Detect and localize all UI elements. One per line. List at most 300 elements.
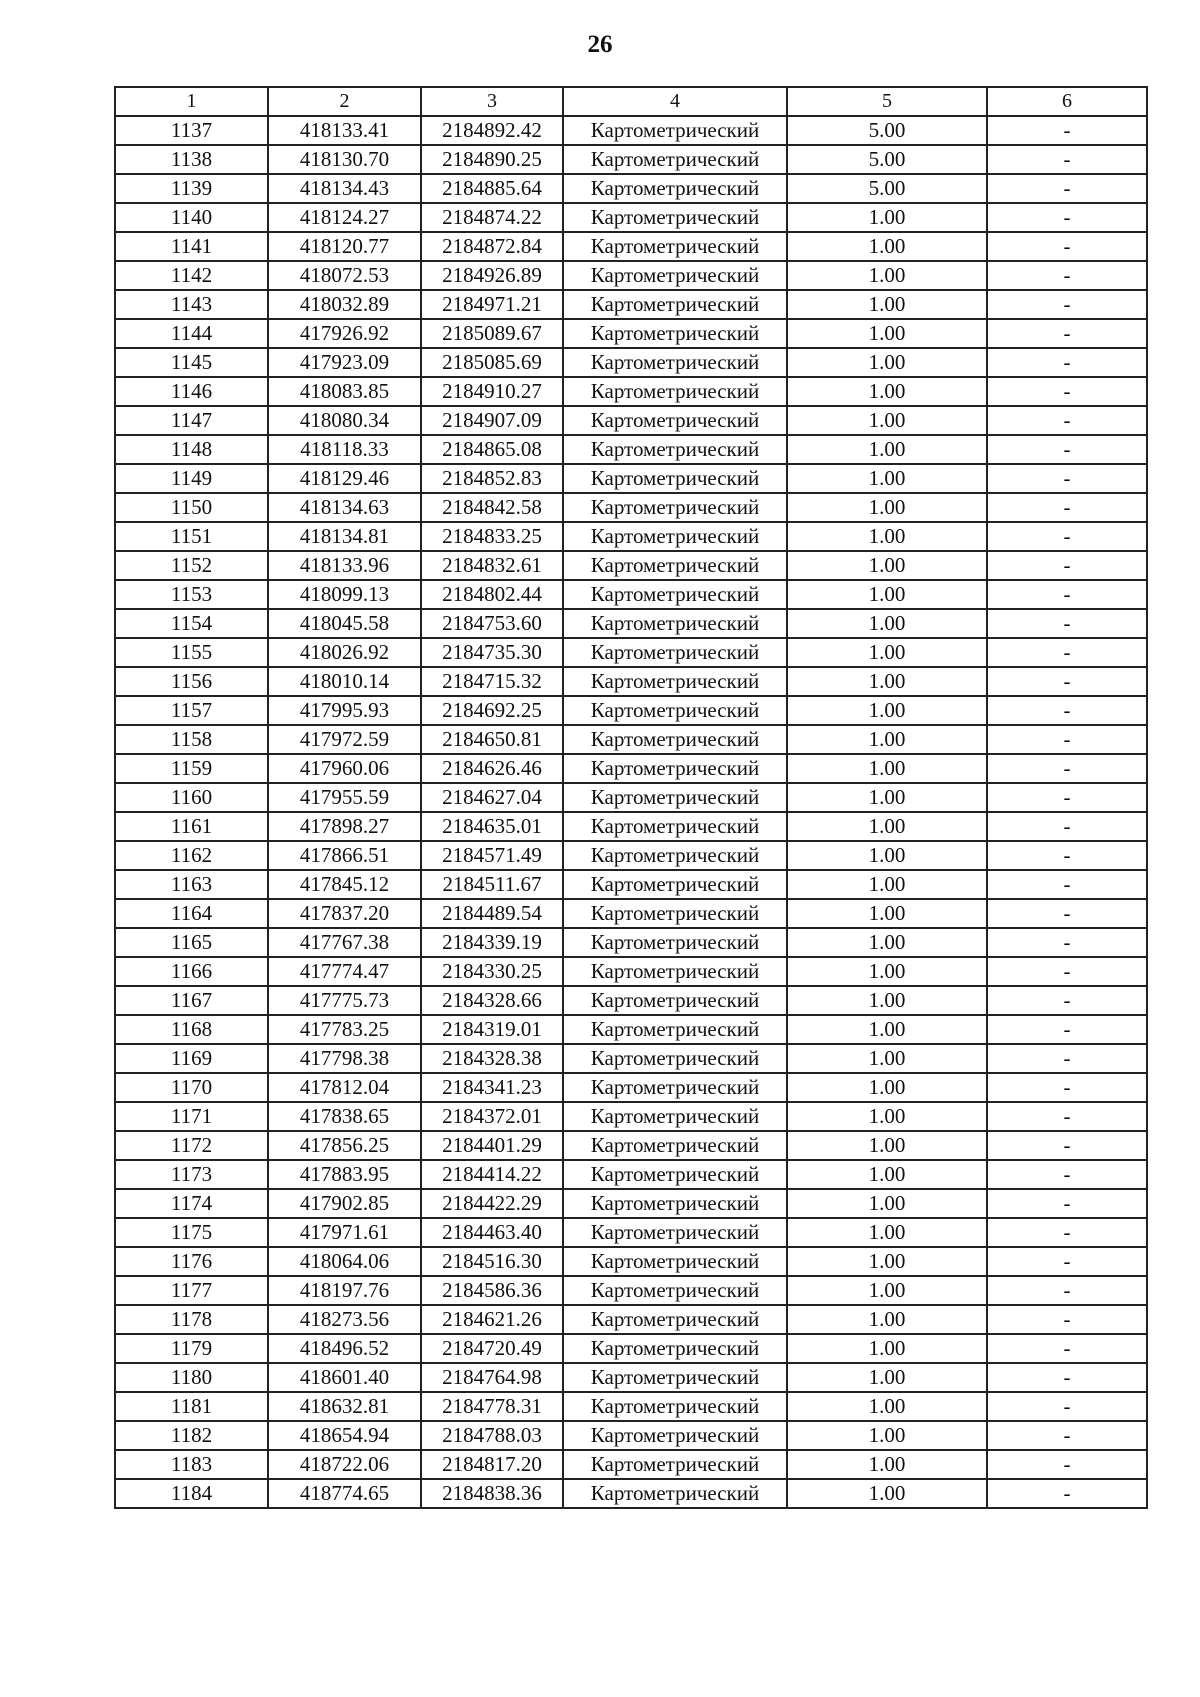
accuracy-cell: 1.00 (787, 638, 987, 667)
column-header-1: 1 (115, 87, 268, 116)
y-coordinate-cell: 2184833.25 (421, 522, 563, 551)
method-cell: Картометрический (563, 406, 787, 435)
description-cell: - (987, 870, 1147, 899)
accuracy-cell: 1.00 (787, 725, 987, 754)
point-number-cell: 1171 (115, 1102, 268, 1131)
accuracy-cell: 1.00 (787, 957, 987, 986)
accuracy-cell: 5.00 (787, 145, 987, 174)
y-coordinate-cell: 2184852.83 (421, 464, 563, 493)
method-cell: Картометрический (563, 812, 787, 841)
y-coordinate-cell: 2184753.60 (421, 609, 563, 638)
method-cell: Картометрический (563, 116, 787, 145)
x-coordinate-cell: 418099.13 (268, 580, 421, 609)
method-cell: Картометрический (563, 1392, 787, 1421)
method-cell: Картометрический (563, 1421, 787, 1450)
point-number-cell: 1165 (115, 928, 268, 957)
y-coordinate-cell: 2184330.25 (421, 957, 563, 986)
y-coordinate-cell: 2184971.21 (421, 290, 563, 319)
table-row (115, 899, 1147, 928)
point-number-cell: 1140 (115, 203, 268, 232)
description-cell: - (987, 464, 1147, 493)
accuracy-cell: 1.00 (787, 551, 987, 580)
accuracy-cell: 1.00 (787, 1305, 987, 1334)
point-number-cell: 1158 (115, 725, 268, 754)
x-coordinate-cell: 418134.43 (268, 174, 421, 203)
description-cell: - (987, 1160, 1147, 1189)
table-row (115, 1363, 1147, 1392)
accuracy-cell: 1.00 (787, 696, 987, 725)
table-row (115, 435, 1147, 464)
table-row (115, 464, 1147, 493)
accuracy-cell: 1.00 (787, 290, 987, 319)
point-number-cell: 1139 (115, 174, 268, 203)
method-cell: Картометрический (563, 638, 787, 667)
y-coordinate-cell: 2184872.84 (421, 232, 563, 261)
x-coordinate-cell: 418722.06 (268, 1450, 421, 1479)
table-row (115, 1073, 1147, 1102)
accuracy-cell: 1.00 (787, 1363, 987, 1392)
method-cell: Картометрический (563, 899, 787, 928)
point-number-cell: 1138 (115, 145, 268, 174)
description-cell: - (987, 783, 1147, 812)
accuracy-cell: 1.00 (787, 319, 987, 348)
point-number-cell: 1148 (115, 435, 268, 464)
description-cell: - (987, 609, 1147, 638)
x-coordinate-cell: 418197.76 (268, 1276, 421, 1305)
y-coordinate-cell: 2184788.03 (421, 1421, 563, 1450)
table-row (115, 522, 1147, 551)
accuracy-cell: 1.00 (787, 1189, 987, 1218)
method-cell: Картометрический (563, 290, 787, 319)
description-cell: - (987, 841, 1147, 870)
column-header-6: 6 (987, 87, 1147, 116)
x-coordinate-cell: 417960.06 (268, 754, 421, 783)
table-row (115, 1334, 1147, 1363)
y-coordinate-cell: 2184838.36 (421, 1479, 563, 1508)
point-number-cell: 1177 (115, 1276, 268, 1305)
point-number-cell: 1174 (115, 1189, 268, 1218)
method-cell: Картометрический (563, 464, 787, 493)
method-cell: Картометрический (563, 783, 787, 812)
x-coordinate-cell: 417926.92 (268, 319, 421, 348)
point-number-cell: 1181 (115, 1392, 268, 1421)
x-coordinate-cell: 417923.09 (268, 348, 421, 377)
method-cell: Картометрический (563, 377, 787, 406)
accuracy-cell: 1.00 (787, 1160, 987, 1189)
y-coordinate-cell: 2184319.01 (421, 1015, 563, 1044)
x-coordinate-cell: 418632.81 (268, 1392, 421, 1421)
method-cell: Картометрический (563, 1247, 787, 1276)
method-cell: Картометрический (563, 725, 787, 754)
table-row (115, 551, 1147, 580)
x-coordinate-cell: 417838.65 (268, 1102, 421, 1131)
table-row (115, 696, 1147, 725)
y-coordinate-cell: 2184735.30 (421, 638, 563, 667)
x-coordinate-cell: 418601.40 (268, 1363, 421, 1392)
description-cell: - (987, 928, 1147, 957)
y-coordinate-cell: 2184874.22 (421, 203, 563, 232)
table-row (115, 957, 1147, 986)
point-number-cell: 1172 (115, 1131, 268, 1160)
point-number-cell: 1141 (115, 232, 268, 261)
accuracy-cell: 1.00 (787, 812, 987, 841)
accuracy-cell: 1.00 (787, 928, 987, 957)
y-coordinate-cell: 2184650.81 (421, 725, 563, 754)
table-row (115, 1015, 1147, 1044)
method-cell: Картометрический (563, 1334, 787, 1363)
y-coordinate-cell: 2184511.67 (421, 870, 563, 899)
y-coordinate-cell: 2184778.31 (421, 1392, 563, 1421)
table-row (115, 290, 1147, 319)
accuracy-cell: 1.00 (787, 841, 987, 870)
method-cell: Картометрический (563, 348, 787, 377)
table-row (115, 1421, 1147, 1450)
description-cell: - (987, 667, 1147, 696)
y-coordinate-cell: 2184401.29 (421, 1131, 563, 1160)
description-cell: - (987, 406, 1147, 435)
x-coordinate-cell: 417775.73 (268, 986, 421, 1015)
method-cell: Картометрический (563, 551, 787, 580)
accuracy-cell: 1.00 (787, 1392, 987, 1421)
table-row (115, 928, 1147, 957)
accuracy-cell: 1.00 (787, 1015, 987, 1044)
x-coordinate-cell: 418130.70 (268, 145, 421, 174)
point-number-cell: 1180 (115, 1363, 268, 1392)
x-coordinate-cell: 417856.25 (268, 1131, 421, 1160)
description-cell: - (987, 899, 1147, 928)
point-number-cell: 1153 (115, 580, 268, 609)
description-cell: - (987, 1247, 1147, 1276)
method-cell: Картометрический (563, 1479, 787, 1508)
method-cell: Картометрический (563, 203, 787, 232)
table-row (115, 841, 1147, 870)
accuracy-cell: 1.00 (787, 899, 987, 928)
description-cell: - (987, 174, 1147, 203)
description-cell: - (987, 551, 1147, 580)
y-coordinate-cell: 2184635.01 (421, 812, 563, 841)
table-row (115, 783, 1147, 812)
accuracy-cell: 1.00 (787, 754, 987, 783)
point-number-cell: 1162 (115, 841, 268, 870)
method-cell: Картометрический (563, 1044, 787, 1073)
y-coordinate-cell: 2185085.69 (421, 348, 563, 377)
table-row (115, 116, 1147, 145)
method-cell: Картометрический (563, 957, 787, 986)
method-cell: Картометрический (563, 261, 787, 290)
table-row (115, 667, 1147, 696)
table-row (115, 203, 1147, 232)
accuracy-cell: 1.00 (787, 377, 987, 406)
accuracy-cell: 1.00 (787, 1218, 987, 1247)
point-number-cell: 1147 (115, 406, 268, 435)
method-cell: Картометрический (563, 1218, 787, 1247)
x-coordinate-cell: 417783.25 (268, 1015, 421, 1044)
description-cell: - (987, 1189, 1147, 1218)
accuracy-cell: 1.00 (787, 232, 987, 261)
y-coordinate-cell: 2184328.66 (421, 986, 563, 1015)
description-cell: - (987, 1392, 1147, 1421)
method-cell: Картометрический (563, 1073, 787, 1102)
method-cell: Картометрический (563, 1102, 787, 1131)
table-row (115, 493, 1147, 522)
accuracy-cell: 1.00 (787, 609, 987, 638)
accuracy-cell: 1.00 (787, 783, 987, 812)
point-number-cell: 1137 (115, 116, 268, 145)
point-number-cell: 1156 (115, 667, 268, 696)
accuracy-cell: 1.00 (787, 1479, 987, 1508)
point-number-cell: 1175 (115, 1218, 268, 1247)
x-coordinate-cell: 418064.06 (268, 1247, 421, 1276)
point-number-cell: 1154 (115, 609, 268, 638)
table-row (115, 261, 1147, 290)
method-cell: Картометрический (563, 522, 787, 551)
accuracy-cell: 5.00 (787, 116, 987, 145)
x-coordinate-cell: 418045.58 (268, 609, 421, 638)
y-coordinate-cell: 2184865.08 (421, 435, 563, 464)
y-coordinate-cell: 2184892.42 (421, 116, 563, 145)
point-number-cell: 1176 (115, 1247, 268, 1276)
x-coordinate-cell: 418134.81 (268, 522, 421, 551)
point-number-cell: 1144 (115, 319, 268, 348)
point-number-cell: 1151 (115, 522, 268, 551)
x-coordinate-cell: 418134.63 (268, 493, 421, 522)
accuracy-cell: 1.00 (787, 870, 987, 899)
y-coordinate-cell: 2184571.49 (421, 841, 563, 870)
x-coordinate-cell: 417774.47 (268, 957, 421, 986)
x-coordinate-cell: 417972.59 (268, 725, 421, 754)
accuracy-cell: 1.00 (787, 1102, 987, 1131)
column-header-3: 3 (421, 87, 563, 116)
accuracy-cell: 1.00 (787, 1044, 987, 1073)
y-coordinate-cell: 2184621.26 (421, 1305, 563, 1334)
header-row (115, 87, 1147, 116)
description-cell: - (987, 1102, 1147, 1131)
point-number-cell: 1161 (115, 812, 268, 841)
table-row (115, 1131, 1147, 1160)
method-cell: Картометрический (563, 1131, 787, 1160)
accuracy-cell: 1.00 (787, 1131, 987, 1160)
table-row (115, 638, 1147, 667)
point-number-cell: 1169 (115, 1044, 268, 1073)
accuracy-cell: 1.00 (787, 348, 987, 377)
method-cell: Картометрический (563, 435, 787, 464)
x-coordinate-cell: 417767.38 (268, 928, 421, 957)
description-cell: - (987, 638, 1147, 667)
y-coordinate-cell: 2184372.01 (421, 1102, 563, 1131)
point-number-cell: 1173 (115, 1160, 268, 1189)
accuracy-cell: 1.00 (787, 1276, 987, 1305)
accuracy-cell: 1.00 (787, 580, 987, 609)
x-coordinate-cell: 417898.27 (268, 812, 421, 841)
description-cell: - (987, 754, 1147, 783)
table-row (115, 232, 1147, 261)
description-cell: - (987, 1363, 1147, 1392)
method-cell: Картометрический (563, 319, 787, 348)
table-row (115, 1276, 1147, 1305)
y-coordinate-cell: 2184817.20 (421, 1450, 563, 1479)
description-cell: - (987, 1450, 1147, 1479)
point-number-cell: 1142 (115, 261, 268, 290)
accuracy-cell: 1.00 (787, 1450, 987, 1479)
x-coordinate-cell: 418026.92 (268, 638, 421, 667)
point-number-cell: 1157 (115, 696, 268, 725)
method-cell: Картометрический (563, 667, 787, 696)
method-cell: Картометрический (563, 174, 787, 203)
y-coordinate-cell: 2184720.49 (421, 1334, 563, 1363)
x-coordinate-cell: 418120.77 (268, 232, 421, 261)
description-cell: - (987, 493, 1147, 522)
method-cell: Картометрический (563, 1160, 787, 1189)
accuracy-cell: 1.00 (787, 1073, 987, 1102)
point-number-cell: 1160 (115, 783, 268, 812)
x-coordinate-cell: 418083.85 (268, 377, 421, 406)
method-cell: Картометрический (563, 1363, 787, 1392)
x-coordinate-cell: 418133.96 (268, 551, 421, 580)
point-number-cell: 1143 (115, 290, 268, 319)
y-coordinate-cell: 2184516.30 (421, 1247, 563, 1276)
x-coordinate-cell: 417902.85 (268, 1189, 421, 1218)
table-body (115, 116, 1147, 1508)
accuracy-cell: 1.00 (787, 493, 987, 522)
x-coordinate-cell: 417995.93 (268, 696, 421, 725)
description-cell: - (987, 1305, 1147, 1334)
table-row (115, 1102, 1147, 1131)
accuracy-cell: 1.00 (787, 986, 987, 1015)
description-cell: - (987, 203, 1147, 232)
method-cell: Картометрический (563, 986, 787, 1015)
description-cell: - (987, 580, 1147, 609)
y-coordinate-cell: 2184885.64 (421, 174, 563, 203)
method-cell: Картометрический (563, 1276, 787, 1305)
description-cell: - (987, 435, 1147, 464)
y-coordinate-cell: 2184926.89 (421, 261, 563, 290)
x-coordinate-cell: 417798.38 (268, 1044, 421, 1073)
x-coordinate-cell: 418654.94 (268, 1421, 421, 1450)
method-cell: Картометрический (563, 1305, 787, 1334)
description-cell: - (987, 290, 1147, 319)
point-number-cell: 1184 (115, 1479, 268, 1508)
method-cell: Картометрический (563, 1015, 787, 1044)
table-row (115, 377, 1147, 406)
accuracy-cell: 1.00 (787, 1421, 987, 1450)
description-cell: - (987, 319, 1147, 348)
description-cell: - (987, 812, 1147, 841)
x-coordinate-cell: 417866.51 (268, 841, 421, 870)
y-coordinate-cell: 2185089.67 (421, 319, 563, 348)
accuracy-cell: 1.00 (787, 203, 987, 232)
method-cell: Картометрический (563, 928, 787, 957)
x-coordinate-cell: 417812.04 (268, 1073, 421, 1102)
description-cell: - (987, 725, 1147, 754)
accuracy-cell: 1.00 (787, 406, 987, 435)
description-cell: - (987, 986, 1147, 1015)
page-number: 26 (587, 31, 613, 58)
point-number-cell: 1163 (115, 870, 268, 899)
x-coordinate-cell: 417955.59 (268, 783, 421, 812)
y-coordinate-cell: 2184627.04 (421, 783, 563, 812)
x-coordinate-cell: 417837.20 (268, 899, 421, 928)
table-row (115, 1450, 1147, 1479)
point-number-cell: 1164 (115, 899, 268, 928)
y-coordinate-cell: 2184890.25 (421, 145, 563, 174)
table-row (115, 725, 1147, 754)
y-coordinate-cell: 2184328.38 (421, 1044, 563, 1073)
table-row (115, 174, 1147, 203)
table-row (115, 348, 1147, 377)
point-number-cell: 1145 (115, 348, 268, 377)
description-cell: - (987, 377, 1147, 406)
table-row (115, 1247, 1147, 1276)
accuracy-cell: 1.00 (787, 667, 987, 696)
table-row (115, 580, 1147, 609)
table-row (115, 1189, 1147, 1218)
description-cell: - (987, 1421, 1147, 1450)
description-cell: - (987, 1276, 1147, 1305)
x-coordinate-cell: 417971.61 (268, 1218, 421, 1247)
column-header-4: 4 (563, 87, 787, 116)
point-number-cell: 1159 (115, 754, 268, 783)
description-cell: - (987, 1479, 1147, 1508)
x-coordinate-cell: 418010.14 (268, 667, 421, 696)
description-cell: - (987, 261, 1147, 290)
point-number-cell: 1149 (115, 464, 268, 493)
table-header (115, 87, 1147, 116)
table-row (115, 812, 1147, 841)
y-coordinate-cell: 2184715.32 (421, 667, 563, 696)
y-coordinate-cell: 2184832.61 (421, 551, 563, 580)
y-coordinate-cell: 2184341.23 (421, 1073, 563, 1102)
x-coordinate-cell: 418080.34 (268, 406, 421, 435)
description-cell: - (987, 957, 1147, 986)
accuracy-cell: 5.00 (787, 174, 987, 203)
y-coordinate-cell: 2184339.19 (421, 928, 563, 957)
description-cell: - (987, 1015, 1147, 1044)
table-row (115, 986, 1147, 1015)
point-number-cell: 1166 (115, 957, 268, 986)
table-row (115, 1160, 1147, 1189)
x-coordinate-cell: 418124.27 (268, 203, 421, 232)
table-row (115, 406, 1147, 435)
description-cell: - (987, 1073, 1147, 1102)
method-cell: Картометрический (563, 145, 787, 174)
description-cell: - (987, 145, 1147, 174)
x-coordinate-cell: 417845.12 (268, 870, 421, 899)
method-cell: Картометрический (563, 580, 787, 609)
accuracy-cell: 1.00 (787, 1247, 987, 1276)
table-row (115, 1392, 1147, 1421)
accuracy-cell: 1.00 (787, 435, 987, 464)
method-cell: Картометрический (563, 754, 787, 783)
table-row (115, 609, 1147, 638)
y-coordinate-cell: 2184463.40 (421, 1218, 563, 1247)
method-cell: Картометрический (563, 696, 787, 725)
table-row (115, 870, 1147, 899)
accuracy-cell: 1.00 (787, 522, 987, 551)
point-number-cell: 1170 (115, 1073, 268, 1102)
y-coordinate-cell: 2184764.98 (421, 1363, 563, 1392)
x-coordinate-cell: 418032.89 (268, 290, 421, 319)
point-number-cell: 1150 (115, 493, 268, 522)
method-cell: Картометрический (563, 870, 787, 899)
y-coordinate-cell: 2184422.29 (421, 1189, 563, 1218)
column-header-5: 5 (787, 87, 987, 116)
point-number-cell: 1183 (115, 1450, 268, 1479)
y-coordinate-cell: 2184802.44 (421, 580, 563, 609)
point-number-cell: 1178 (115, 1305, 268, 1334)
x-coordinate-cell: 418072.53 (268, 261, 421, 290)
y-coordinate-cell: 2184586.36 (421, 1276, 563, 1305)
point-number-cell: 1168 (115, 1015, 268, 1044)
